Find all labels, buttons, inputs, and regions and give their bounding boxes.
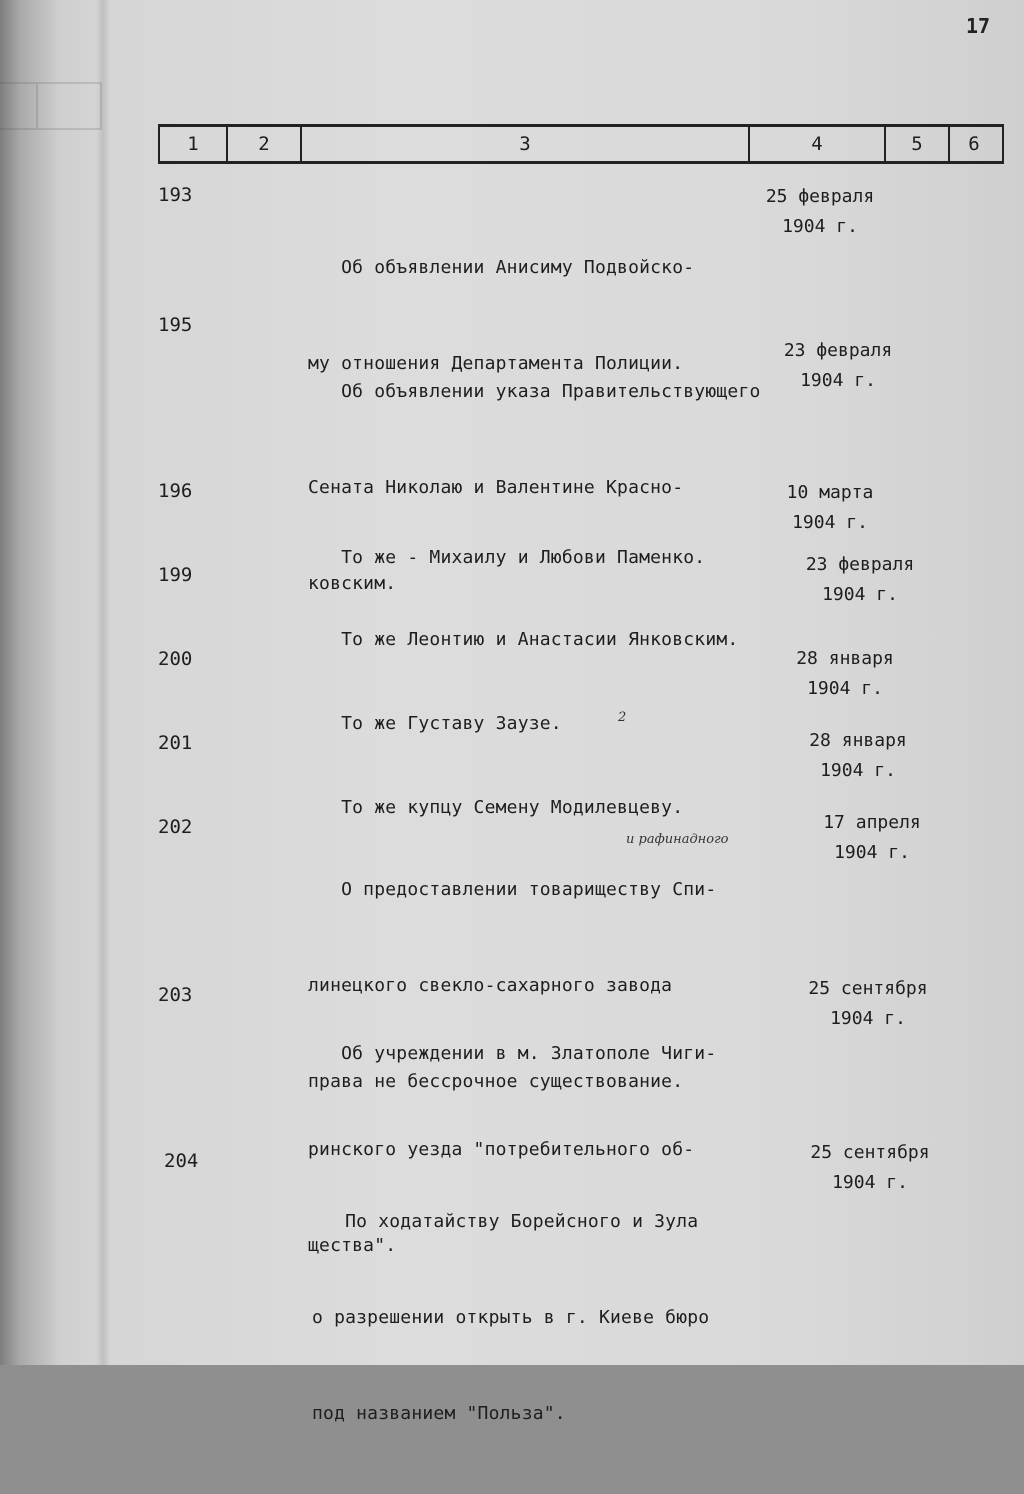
entry-line: о разрешении открыть в г. Киеве бюро: [312, 1307, 710, 1328]
entry-date: [740, 478, 920, 538]
entry-number: 204: [164, 1150, 199, 1172]
book-spine-shadow: [96, 0, 110, 1365]
entry-line: Об объявлении указа Правительствующего: [308, 381, 761, 402]
entry-date: [748, 336, 928, 396]
date-year: 1904 г.: [800, 370, 876, 391]
date-year: 1904 г.: [832, 1172, 908, 1193]
date-day-month: 23 февраля: [783, 340, 893, 361]
date-year: 1904 г.: [820, 760, 896, 781]
entry-line: ковским.: [308, 573, 397, 594]
entry-date: [755, 644, 935, 704]
date-day-month: 28 января: [796, 648, 894, 669]
date-year: 1904 г.: [822, 584, 898, 605]
entry-line: То же купцу Семену Модилевцеву.: [308, 797, 684, 818]
entry-line: То же Густаву Заузе.: [308, 713, 562, 734]
entry-line: щества".: [308, 1235, 397, 1256]
entry-number: 199: [158, 564, 193, 586]
entry-number: 195: [158, 314, 193, 336]
date-day-month: 23 февраля: [805, 554, 915, 575]
handwritten-insert: и рафинадного: [626, 832, 729, 847]
entry-line: Об учреждении в м. Златополе Чиги-: [308, 1043, 717, 1064]
handwritten-superscript: 2: [618, 710, 627, 725]
date-day-month: 17 апреля: [823, 812, 921, 833]
entry-number: 200: [158, 648, 193, 670]
entry-line: О предоставлении товариществу Спи-: [308, 879, 717, 900]
entry-number: 203: [158, 984, 193, 1006]
entry-line: То же Леонтию и Анастасии Янковским.: [308, 629, 739, 650]
header-col-2: 2: [228, 127, 302, 161]
date-day-month: 25 февраля: [765, 186, 875, 207]
bleed-through-table-fragment: [0, 82, 102, 130]
date-year: 1904 г.: [782, 216, 858, 237]
date-year: 1904 г.: [807, 678, 883, 699]
entry-line: линецкого свекло-сахарного завода: [308, 975, 673, 996]
entry-line: под названием "Польза".: [312, 1403, 566, 1424]
entry-line: ринского уезда "потребительного об-: [308, 1139, 695, 1160]
entry-line: То же - Михаилу и Любови Паменко.: [308, 547, 706, 568]
date-year: 1904 г.: [830, 1008, 906, 1029]
column-header-row: [158, 124, 1004, 164]
entry-line: По ходатайству Борейсного и Зула: [312, 1211, 699, 1232]
header-col-6: 6: [968, 133, 980, 155]
date-year: 1904 г.: [792, 512, 868, 533]
entry-date: [770, 550, 950, 610]
entry-date: [780, 1138, 960, 1198]
entry-number: 202: [158, 816, 193, 838]
entry-date: [768, 726, 948, 786]
entry-date: [778, 974, 958, 1034]
header-col-3: 3: [302, 127, 750, 161]
date-year: 1904 г.: [834, 842, 910, 863]
entry-number: 193: [158, 184, 193, 206]
date-day-month: 28 января: [809, 730, 907, 751]
date-day-month: 25 сентября: [810, 1142, 930, 1163]
entry-line: му отношения Департамента Полиции.: [308, 353, 684, 374]
entry-description: [312, 1142, 772, 1494]
header-col-4: 4: [750, 127, 886, 161]
entry-date: [730, 182, 910, 242]
entry-line: Сената Николаю и Валентине Красно-: [308, 477, 684, 498]
header-col-1: 1: [160, 127, 228, 161]
entry-number: 196: [158, 480, 193, 502]
entry-date: [782, 808, 962, 868]
header-col-5: 5: [886, 127, 950, 161]
date-day-month: 10 марта: [786, 482, 874, 503]
entry-line: права не бессрочное существование.: [308, 1071, 684, 1092]
date-day-month: 25 сентября: [808, 978, 928, 999]
entry-number: 201: [158, 732, 193, 754]
entry-line: Об объявлении Анисиму Подвойско-: [308, 257, 695, 278]
page-number: 17: [966, 14, 991, 38]
